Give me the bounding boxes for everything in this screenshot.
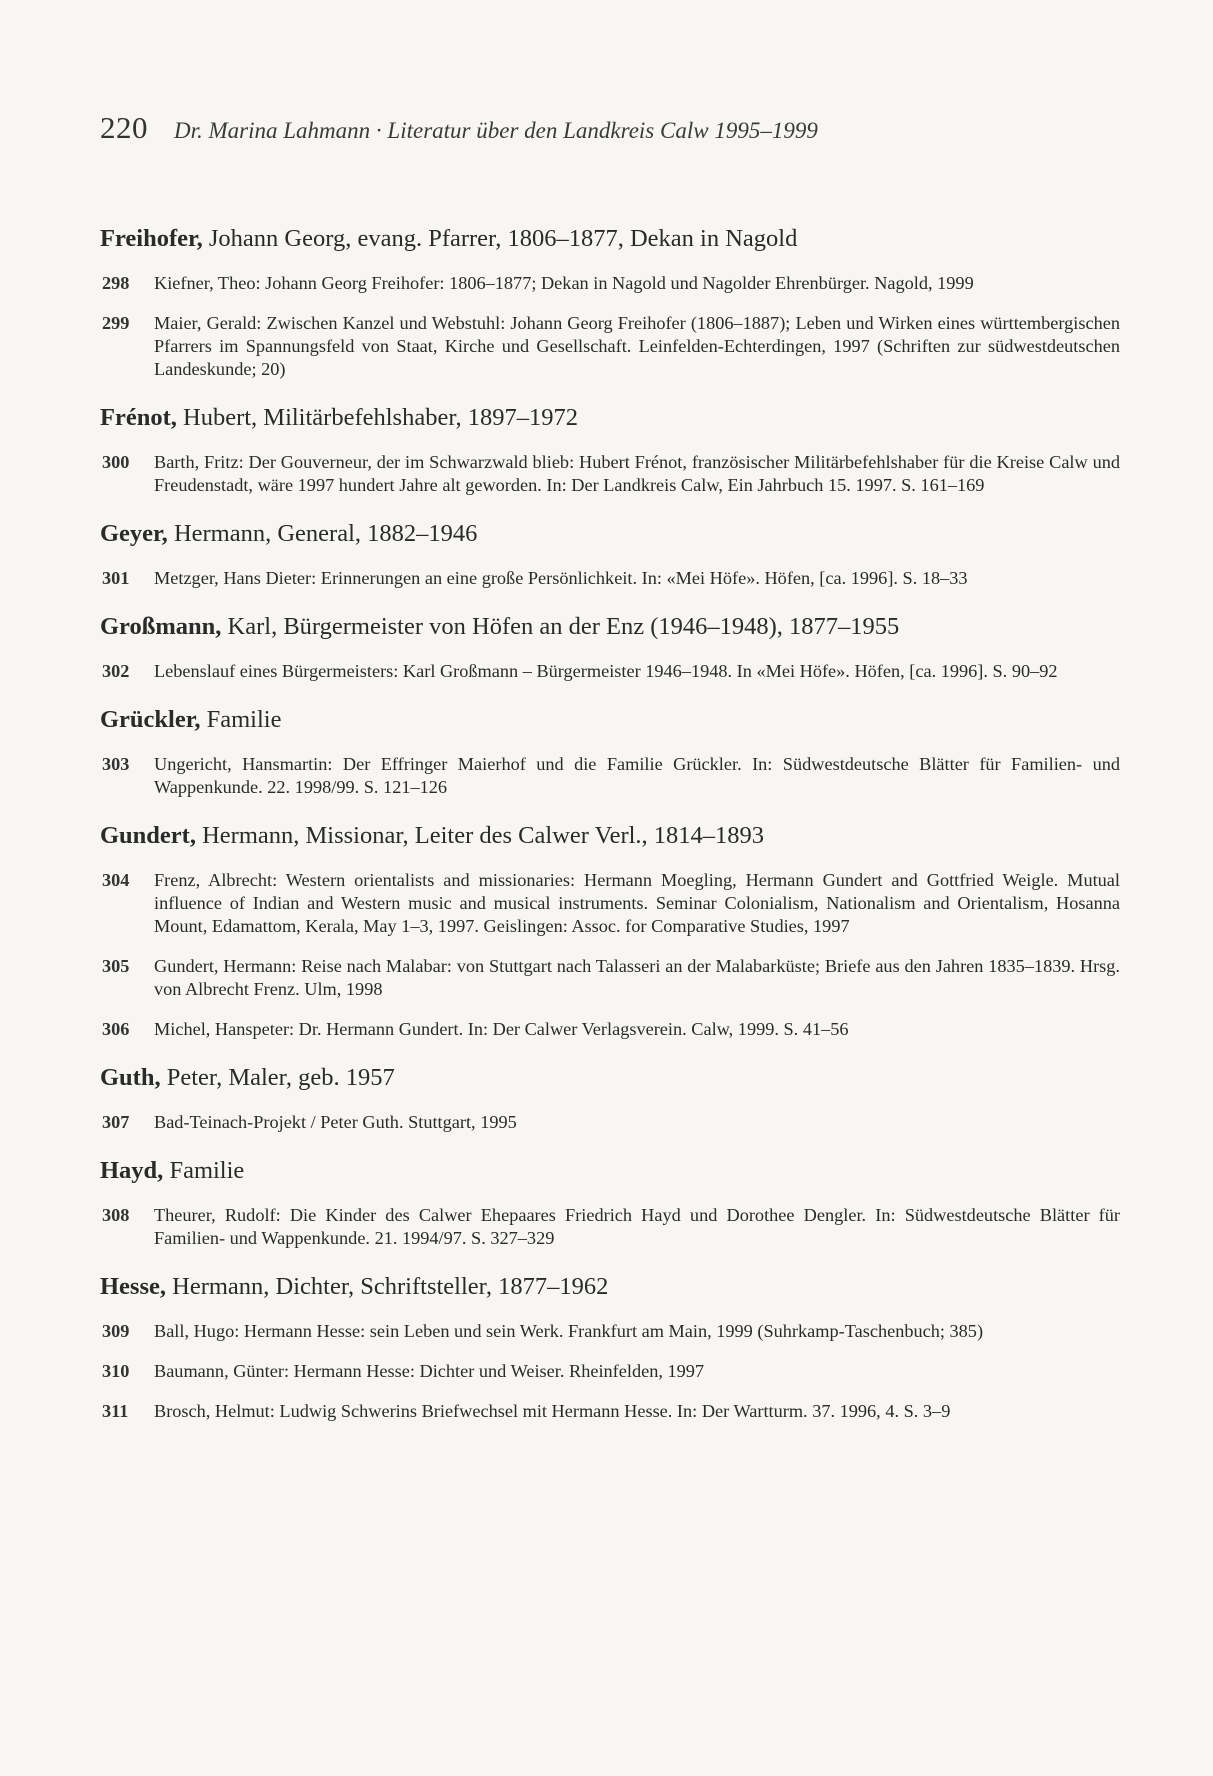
entry-number: 298: [102, 273, 130, 293]
page-header: [100, 110, 818, 146]
person-description: Karl, Bürgermeister von Höfen an der Enz (1946–1948), 1877–1955: [221, 613, 900, 640]
person-description: Peter, Maler, geb. 1957: [160, 1064, 395, 1091]
person-surname: Hayd,: [100, 1157, 164, 1184]
person-description: Familie: [163, 1157, 245, 1184]
bibliography-entry: [102, 955, 1120, 1001]
person-section: [100, 612, 1120, 683]
person-description: Hubert, Militärbefehlshaber, 1897–1972: [176, 404, 579, 431]
bibliography-entry: [102, 869, 1120, 938]
entry-number: 300: [102, 452, 130, 472]
person-surname: Guth,: [100, 1064, 161, 1091]
entry-number: 302: [102, 661, 130, 681]
entry-citation: Maier, Gerald: Zwischen Kanzel und Webstuhl: Johann Georg Freihofer (1806–1887); Leben und Wirken eines württembergischen Pfarrers im Spannungsfeld von Staat, Kirche und Gesellschaft. Leinfelden-Echterdingen, 1997 (Schriften zur südwestdeutschen Landeskunde; 20): [154, 313, 1120, 379]
person-surname: Gundert,: [100, 822, 196, 849]
bibliography-entry: [102, 753, 1120, 799]
bibliography-entry: [102, 272, 1120, 295]
entry-number: 306: [102, 1019, 130, 1039]
bibliography-entry: [102, 451, 1120, 497]
entry-number: 304: [102, 870, 130, 890]
person-description: Johann Georg, evang. Pfarrer, 1806–1877, Dekan in Nagold: [202, 225, 798, 252]
person-section: [100, 1272, 1120, 1423]
person-description: Hermann, General, 1882–1946: [167, 520, 478, 547]
person-section: [100, 821, 1120, 1041]
person-section: [100, 1156, 1120, 1250]
bibliography-entry: [102, 660, 1120, 683]
entry-citation: Frenz, Albrecht: Western orientalists and missionaries: Hermann Moegling, Hermann Gundert and Gottfried Weigle. Mutual influence of Indian and Western music and musical instruments. Seminar Colonialism, Nationalism and Orientalism, Hosanna Mount, Edamattom, Kerala, May 1–3, 1997. Geislingen: Assoc. for Comparative Studies, 1997: [154, 870, 1120, 936]
person-surname: Geyer,: [100, 520, 168, 547]
page-number: 220: [100, 110, 148, 145]
entry-number: 303: [102, 754, 130, 774]
entry-number: 309: [102, 1321, 130, 1341]
person-surname: Grückler,: [100, 706, 201, 733]
person-section: [100, 1063, 1120, 1134]
entry-number: 310: [102, 1361, 130, 1381]
person-heading: [100, 612, 1120, 642]
person-heading: [100, 519, 1120, 549]
entry-citation: Lebenslauf eines Bürgermeisters: Karl Großmann – Bürgermeister 1946–1948. In «Mei Höfe». Höfen, [ca. 1996]. S. 90–92: [154, 661, 1058, 681]
person-surname: Großmann,: [100, 613, 222, 640]
person-heading: [100, 705, 1120, 735]
person-surname: Frénot,: [100, 404, 177, 431]
entry-number: 307: [102, 1112, 130, 1132]
entry-citation: Brosch, Helmut: Ludwig Schwerins Briefwechsel mit Hermann Hesse. In: Der Wartturm. 37. 1996, 4. S. 3–9: [154, 1401, 951, 1421]
entry-citation: Theurer, Rudolf: Die Kinder des Calwer Ehepaares Friedrich Hayd und Dorothee Dengler. In: Südwestdeutsche Blätter für Familien- und Wappenkunde. 21. 1994/97. S. 327–329: [154, 1205, 1120, 1248]
entry-citation: Ungericht, Hansmartin: Der Effringer Maierhof und die Familie Grückler. In: Südwestdeutsche Blätter für Familien- und Wappenkunde. 22. 1998/99. S. 121–126: [154, 754, 1120, 797]
person-heading: [100, 1272, 1120, 1302]
bibliography-entry: [102, 1360, 1120, 1383]
entry-citation: Metzger, Hans Dieter: Erinnerungen an eine große Persönlichkeit. In: «Mei Höfe». Höfen, [ca. 1996]. S. 18–33: [154, 568, 968, 588]
person-section: [100, 519, 1120, 590]
bibliography-entry: [102, 567, 1120, 590]
entry-number: 305: [102, 956, 130, 976]
person-section: [100, 224, 1120, 381]
entry-number: 311: [102, 1401, 129, 1421]
person-heading: [100, 1156, 1120, 1186]
entry-citation: Barth, Fritz: Der Gouverneur, der im Schwarzwald blieb: Hubert Frénot, französischer Militärbefehlshaber für die Kreise Calw und Freudenstadt, wäre 1997 hundert Jahre alt geworden. In: Der Landkreis Calw, Ein Jahrbuch 15. 1997. S. 161–169: [154, 452, 1120, 495]
bibliography-entry: [102, 1320, 1120, 1343]
person-surname: Freihofer,: [100, 225, 203, 252]
bibliography-entry: [102, 1400, 1120, 1423]
entry-citation: Kiefner, Theo: Johann Georg Freihofer: 1806–1877; Dekan in Nagold und Nagolder Ehrenbürger. Nagold, 1999: [154, 273, 974, 293]
person-surname: Hesse,: [100, 1273, 166, 1300]
person-heading: [100, 403, 1120, 433]
entry-number: 299: [102, 313, 130, 333]
entry-citation: Ball, Hugo: Hermann Hesse: sein Leben und sein Werk. Frankfurt am Main, 1999 (Suhrkamp-Taschenbuch; 385): [154, 1321, 984, 1341]
running-title: Dr. Marina Lahmann · Literatur über den Landkreis Calw 1995–1999: [174, 118, 818, 143]
entry-number: 308: [102, 1205, 130, 1225]
bibliography-entry: [102, 1111, 1120, 1134]
entry-citation: Bad-Teinach-Projekt / Peter Guth. Stuttgart, 1995: [154, 1112, 517, 1132]
bibliography-entry: [102, 1018, 1120, 1041]
person-heading: [100, 1063, 1120, 1093]
bibliography-entry: [102, 1204, 1120, 1250]
person-description: Hermann, Dichter, Schriftsteller, 1877–1962: [166, 1273, 609, 1300]
bibliography-list: [100, 224, 1120, 1445]
entry-number: 301: [102, 568, 130, 588]
entry-citation: Baumann, Günter: Hermann Hesse: Dichter und Weiser. Rheinfelden, 1997: [154, 1361, 705, 1381]
person-heading: [100, 224, 1120, 254]
entry-citation: Michel, Hanspeter: Dr. Hermann Gundert. In: Der Calwer Verlagsverein. Calw, 1999. S. 41–56: [154, 1019, 849, 1039]
person-description: Hermann, Missionar, Leiter des Calwer Verl., 1814–1893: [195, 822, 765, 849]
person-section: [100, 705, 1120, 799]
person-heading: [100, 821, 1120, 851]
entry-citation: Gundert, Hermann: Reise nach Malabar: von Stuttgart nach Talasseri an der Malabarküste; Briefe aus den Jahren 1835–1839. Hrsg. von Albrecht Frenz. Ulm, 1998: [154, 956, 1120, 999]
person-section: [100, 403, 1120, 497]
bibliography-entry: [102, 312, 1120, 381]
person-description: Familie: [200, 706, 282, 733]
